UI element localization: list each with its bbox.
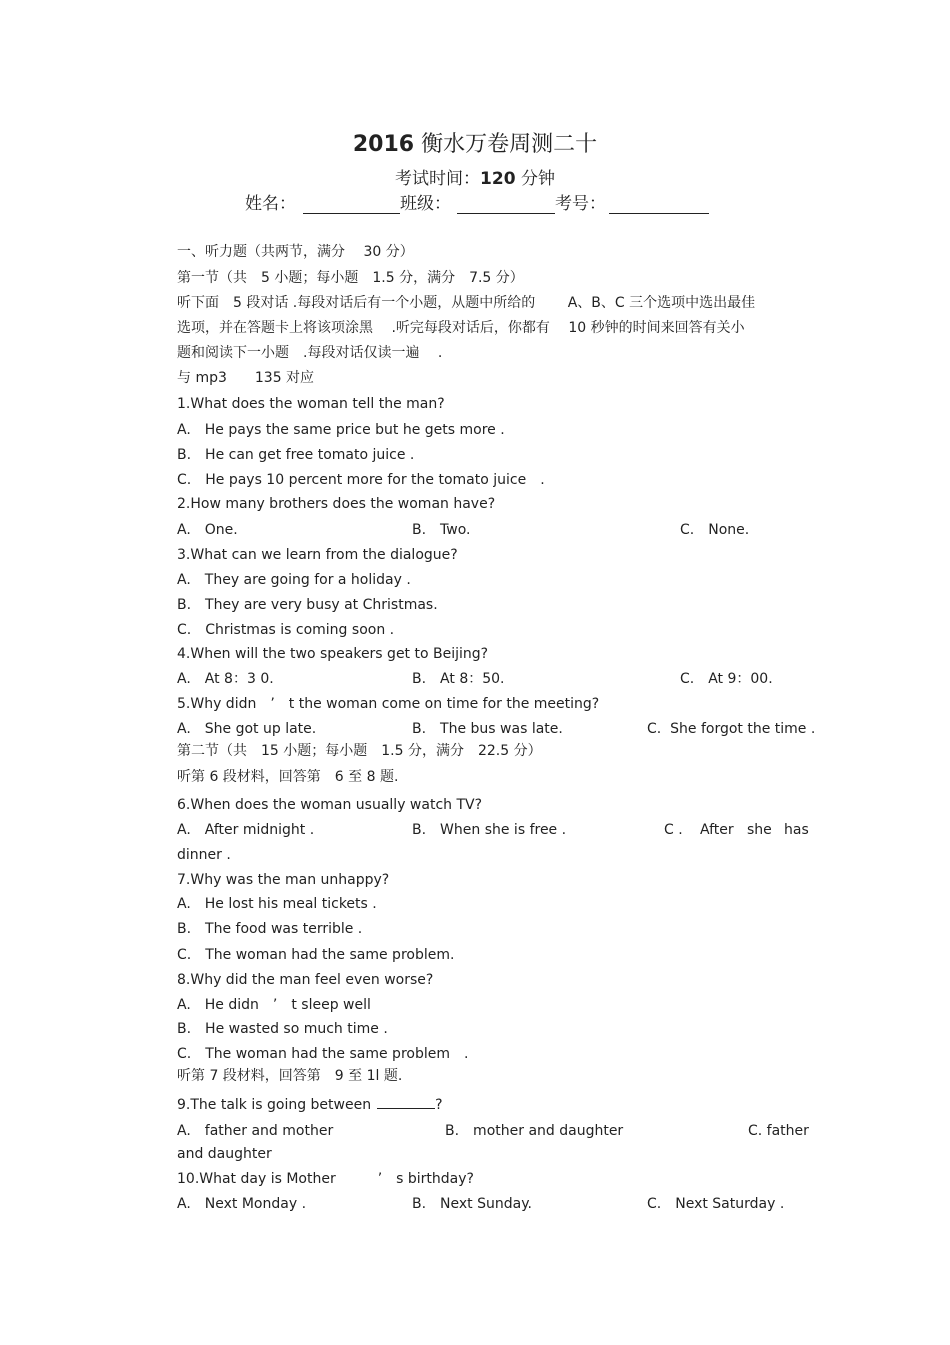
question-7-option-b: B. The food was terrible . [177,921,363,937]
question-10-option-b: B. Next Sunday. [412,1196,532,1212]
question-2-option-c: C. None. [680,522,750,538]
question-5-stem: 5.Why didn ’ t the woman come on time for the meeting? [177,696,600,712]
question-10-option-c: C. Next Saturday . [647,1196,785,1212]
question-8-stem: 8.Why did the man feel even worse? [177,972,434,988]
section-two-heading: 第二节（共 15 小题；每小题 1.5 分，满分 22.5 分） [177,743,542,759]
question-9-stem-mark: ? [435,1097,443,1113]
time-label: 考试时间： [395,169,481,189]
question-6-option-c-word: has [784,822,809,838]
question-6-option-c-word: After [700,822,734,838]
time-value: 120 [480,169,516,189]
question-7-stem: 7.Why was the man unhappy? [177,872,390,888]
title-text: 衡水万卷周测二十 [414,132,598,157]
question-10-stem: 10.What day is Mother ’ s birthday? [177,1171,474,1187]
instructions-line: 听下面 5 段对话 .每段对话后有一个小题，从题中所给的 A、B、C 三个选项中选出最佳 [177,295,756,311]
id-label: 考号： [555,194,606,214]
question-5-options [177,720,816,738]
question-5-option-b: B. The bus was late. [412,721,563,737]
name-blank[interactable] [303,213,400,214]
instructions-line: 选项，并在答题卡上将该项涂黑 .听完每段对话后，你都有 10 秒钟的时间来回答有关小 [177,320,745,336]
question-6-option-c-letter: C . [664,822,683,838]
class-label: 班级： [400,194,451,214]
id-blank[interactable] [609,213,709,214]
question-7-option-a: A. He lost his meal tickets . [177,896,377,912]
question-9-stem [177,1095,443,1114]
question-4-option-c: C. At 9：00. [680,671,773,687]
section-two-note: 听第 7 段材料，回答第 9 至 1l 题. [177,1068,403,1084]
question-4-option-b: B. At 8：50. [412,671,505,687]
question-3-option-c: C. Christmas is coming soon . [177,622,395,638]
question-1-option-b: B. He can get free tomato juice . [177,447,415,463]
question-5-option-c: C. She forgot the time . [647,721,816,737]
question-9-stem-text: 9.The talk is going between [177,1097,372,1113]
question-8-option-c: C. The woman had the same problem . [177,1046,469,1062]
question-10-option-a: A. Next Monday . [177,1196,307,1212]
mp3-note: 与 mp3 135 对应 [177,370,315,386]
question-10-options [177,1195,785,1213]
question-7-option-c: C. The woman had the same problem. [177,947,455,963]
title-year: 2016 [352,132,415,157]
question-6-option-c-continued: dinner . [177,847,231,863]
question-4-option-a: A. At 8：3 0. [177,671,274,687]
question-6-stem: 6.When does the woman usually watch TV? [177,797,483,813]
question-2-option-a: A. One. [177,522,238,538]
question-1-stem: 1.What does the woman tell the man? [177,396,445,412]
question-8-option-b: B. He wasted so much time . [177,1021,388,1037]
page-title [0,131,950,159]
exam-time [0,168,950,190]
student-info-row [0,193,950,219]
question-2-option-b: B. Two. [412,522,471,538]
instructions-line: 题和阅读下一小题 .每段对话仅读一遍 . [177,345,443,361]
question-9-option-c: C. father [748,1123,809,1139]
question-6-option-a: A. After midnight . [177,822,315,838]
question-9-option-b: B. mother and daughter [445,1123,624,1139]
question-6-options [177,821,809,839]
part-one-heading: 一、听力题（共两节，满分 30 分） [177,244,414,260]
question-5-option-a: A. She got up late. [177,721,317,737]
question-9-option-c-continued: and daughter [177,1146,272,1162]
question-9-options [177,1122,809,1140]
question-9-option-a: A. father and mother [177,1123,334,1139]
question-6-option-c-word: she [747,822,772,838]
question-6-option-b: B. When she is free . [412,822,567,838]
name-label: 姓名： [245,194,296,214]
section-two-note: 听第 6 段材料，回答第 6 至 8 题. [177,769,399,785]
question-4-options [177,670,773,688]
time-unit: 分钟 [515,169,555,189]
question-3-option-b: B. They are very busy at Christmas. [177,597,438,613]
question-1-option-c: C. He pays 10 percent more for the tomato juice . [177,472,545,488]
question-4-stem: 4.When will the two speakers get to Beijing? [177,646,489,662]
question-2-stem: 2.How many brothers does the woman have? [177,496,496,512]
question-9-blank [377,1095,435,1109]
question-3-option-a: A. They are going for a holiday . [177,572,411,588]
section-one-heading: 第一节（共 5 小题；每小题 1.5 分，满分 7.5 分） [177,270,524,286]
question-3-stem: 3.What can we learn from the dialogue? [177,547,458,563]
question-2-options [177,521,750,539]
question-1-option-a: A. He pays the same price but he gets more . [177,422,505,438]
question-8-option-a: A. He didn ’ t sleep well [177,997,371,1013]
class-blank[interactable] [457,213,555,214]
